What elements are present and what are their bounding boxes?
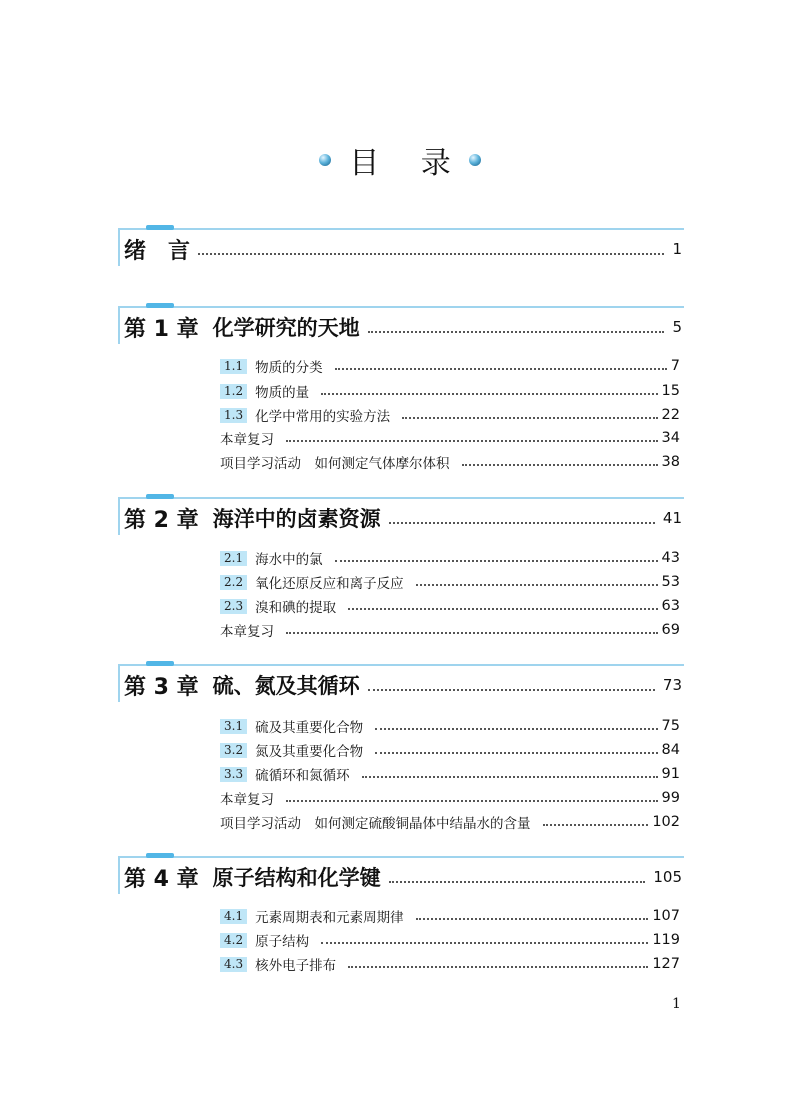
- chapter-name: 硫、氮及其循环: [212, 674, 360, 698]
- dot-leader: [389, 881, 646, 883]
- toc-entry[interactable]: [220, 740, 680, 760]
- chapter-number: 第 2 章: [124, 507, 199, 533]
- dot-leader: [286, 632, 658, 634]
- chapter-number: 第 4 章: [124, 866, 199, 892]
- toc-entry[interactable]: [220, 452, 680, 472]
- dot-leader: [416, 918, 649, 920]
- bullet-ball-icon: [469, 154, 481, 166]
- dot-leader: [348, 966, 648, 968]
- section-number-badge: 1.2: [220, 384, 247, 399]
- section-number-badge: 3.2: [220, 743, 247, 758]
- dot-leader: [543, 824, 649, 826]
- chapter-page: 41: [662, 509, 682, 527]
- bullet-ball-icon: [319, 154, 331, 166]
- preface-title: 绪 言: [124, 238, 191, 264]
- page-title: 目 录: [349, 146, 467, 181]
- dot-leader: [462, 464, 658, 466]
- entry-page: 43: [661, 550, 680, 566]
- dot-leader: [375, 728, 657, 730]
- entry-label: 物质的量: [255, 385, 310, 401]
- entry-label: 氮及其重要化合物: [255, 744, 364, 760]
- chapter-name: 化学研究的天地: [212, 316, 360, 340]
- section-number-badge: 3.1: [220, 719, 247, 734]
- toc-entry[interactable]: [220, 548, 680, 568]
- chapter-tab-marker: [146, 225, 174, 230]
- dot-leader: [368, 689, 655, 691]
- dot-leader: [362, 776, 658, 778]
- toc-entry[interactable]: [220, 812, 680, 832]
- section-number-badge: 4.3: [220, 957, 247, 972]
- entry-label: 化学中常用的实验方法: [255, 409, 391, 425]
- section-number-badge: 2.2: [220, 575, 247, 590]
- entry-label: 原子结构: [255, 934, 310, 950]
- page-number: 1: [672, 996, 681, 1012]
- toc-entry[interactable]: [220, 356, 680, 376]
- dot-leader: [286, 440, 658, 442]
- entry-page: 75: [661, 718, 680, 734]
- toc-entry[interactable]: [220, 620, 680, 640]
- entry-page: 63: [661, 598, 680, 614]
- toc-entry[interactable]: [220, 930, 680, 950]
- entry-page: 127: [652, 956, 680, 972]
- dot-leader: [335, 560, 658, 562]
- entry-page: 53: [661, 574, 680, 590]
- entry-page: 102: [652, 814, 680, 830]
- chapter-tab-marker: [146, 661, 174, 666]
- entry-label: 元素周期表和元素周期律: [255, 910, 404, 926]
- entry-label: 本章复习: [220, 792, 274, 808]
- entry-label: 氧化还原反应和离子反应: [255, 576, 404, 592]
- toc-entry[interactable]: [220, 428, 680, 448]
- dot-leader: [335, 368, 667, 370]
- entry-page: 91: [661, 766, 680, 782]
- entry-label: 硫及其重要化合物: [255, 720, 364, 736]
- chapter-name: 海洋中的卤素资源: [212, 507, 381, 531]
- entry-label: 核外电子排布: [255, 958, 337, 974]
- entry-label: 本章复习: [220, 432, 274, 448]
- dot-leader: [286, 800, 658, 802]
- toc-entry[interactable]: [220, 716, 680, 736]
- section-number-badge: 4.2: [220, 933, 247, 948]
- chapter-name: 原子结构和化学键: [212, 866, 381, 890]
- toc-entry[interactable]: [220, 954, 680, 974]
- dot-leader: [348, 608, 657, 610]
- entry-page: 119: [652, 932, 680, 948]
- entry-page: 69: [661, 622, 680, 638]
- chapter-tab-marker: [146, 853, 174, 858]
- chapter-page: 73: [662, 676, 682, 694]
- entry-label: 溴和碘的提取: [255, 600, 337, 616]
- toc-entry[interactable]: [220, 764, 680, 784]
- section-number-badge: 4.1: [220, 909, 247, 924]
- dot-leader: [402, 417, 657, 419]
- entry-page: 7: [670, 358, 680, 374]
- dot-leader: [375, 752, 657, 754]
- dot-leader: [389, 522, 655, 524]
- entry-label: 项目学习活动 如何测定气体摩尔体积: [220, 456, 450, 472]
- toc-entry[interactable]: [220, 788, 680, 808]
- section-number-badge: 2.3: [220, 599, 247, 614]
- toc-entry[interactable]: [220, 906, 680, 926]
- toc-entry[interactable]: [220, 572, 680, 592]
- entry-page: 107: [652, 908, 680, 924]
- toc-entry[interactable]: [220, 596, 680, 616]
- toc-entry[interactable]: [220, 381, 680, 401]
- section-number-badge: 2.1: [220, 551, 247, 566]
- entry-page: 84: [661, 742, 680, 758]
- dot-leader: [198, 253, 664, 255]
- chapter-number: 第 1 章: [124, 316, 199, 342]
- entry-label: 海水中的氯: [255, 552, 323, 568]
- entry-page: 15: [661, 383, 680, 399]
- chapter-page: 105: [653, 868, 682, 886]
- chapter-tab-marker: [146, 494, 174, 499]
- entry-page: 34: [661, 430, 680, 446]
- entry-label: 物质的分类: [255, 360, 323, 376]
- entry-label: 本章复习: [220, 624, 274, 640]
- dot-leader: [321, 942, 648, 944]
- entry-page: 22: [661, 407, 680, 423]
- toc-entry[interactable]: [220, 405, 680, 425]
- section-number-badge: 3.3: [220, 767, 247, 782]
- entry-label: 项目学习活动 如何测定硫酸铜晶体中结晶水的含量: [220, 816, 531, 832]
- section-number-badge: 1.3: [220, 408, 247, 423]
- entry-page: 99: [661, 790, 680, 806]
- dot-leader: [368, 331, 665, 333]
- dot-leader: [416, 584, 658, 586]
- section-number-badge: 1.1: [220, 359, 247, 374]
- entry-label: 硫循环和氮循环: [255, 768, 350, 784]
- preface-page: 1: [672, 240, 682, 258]
- toc-title: [0, 138, 800, 182]
- chapter-number: 第 3 章: [124, 674, 199, 700]
- dot-leader: [321, 393, 657, 395]
- entry-page: 38: [661, 454, 680, 470]
- chapter-tab-marker: [146, 303, 174, 308]
- chapter-page: 5: [672, 318, 682, 336]
